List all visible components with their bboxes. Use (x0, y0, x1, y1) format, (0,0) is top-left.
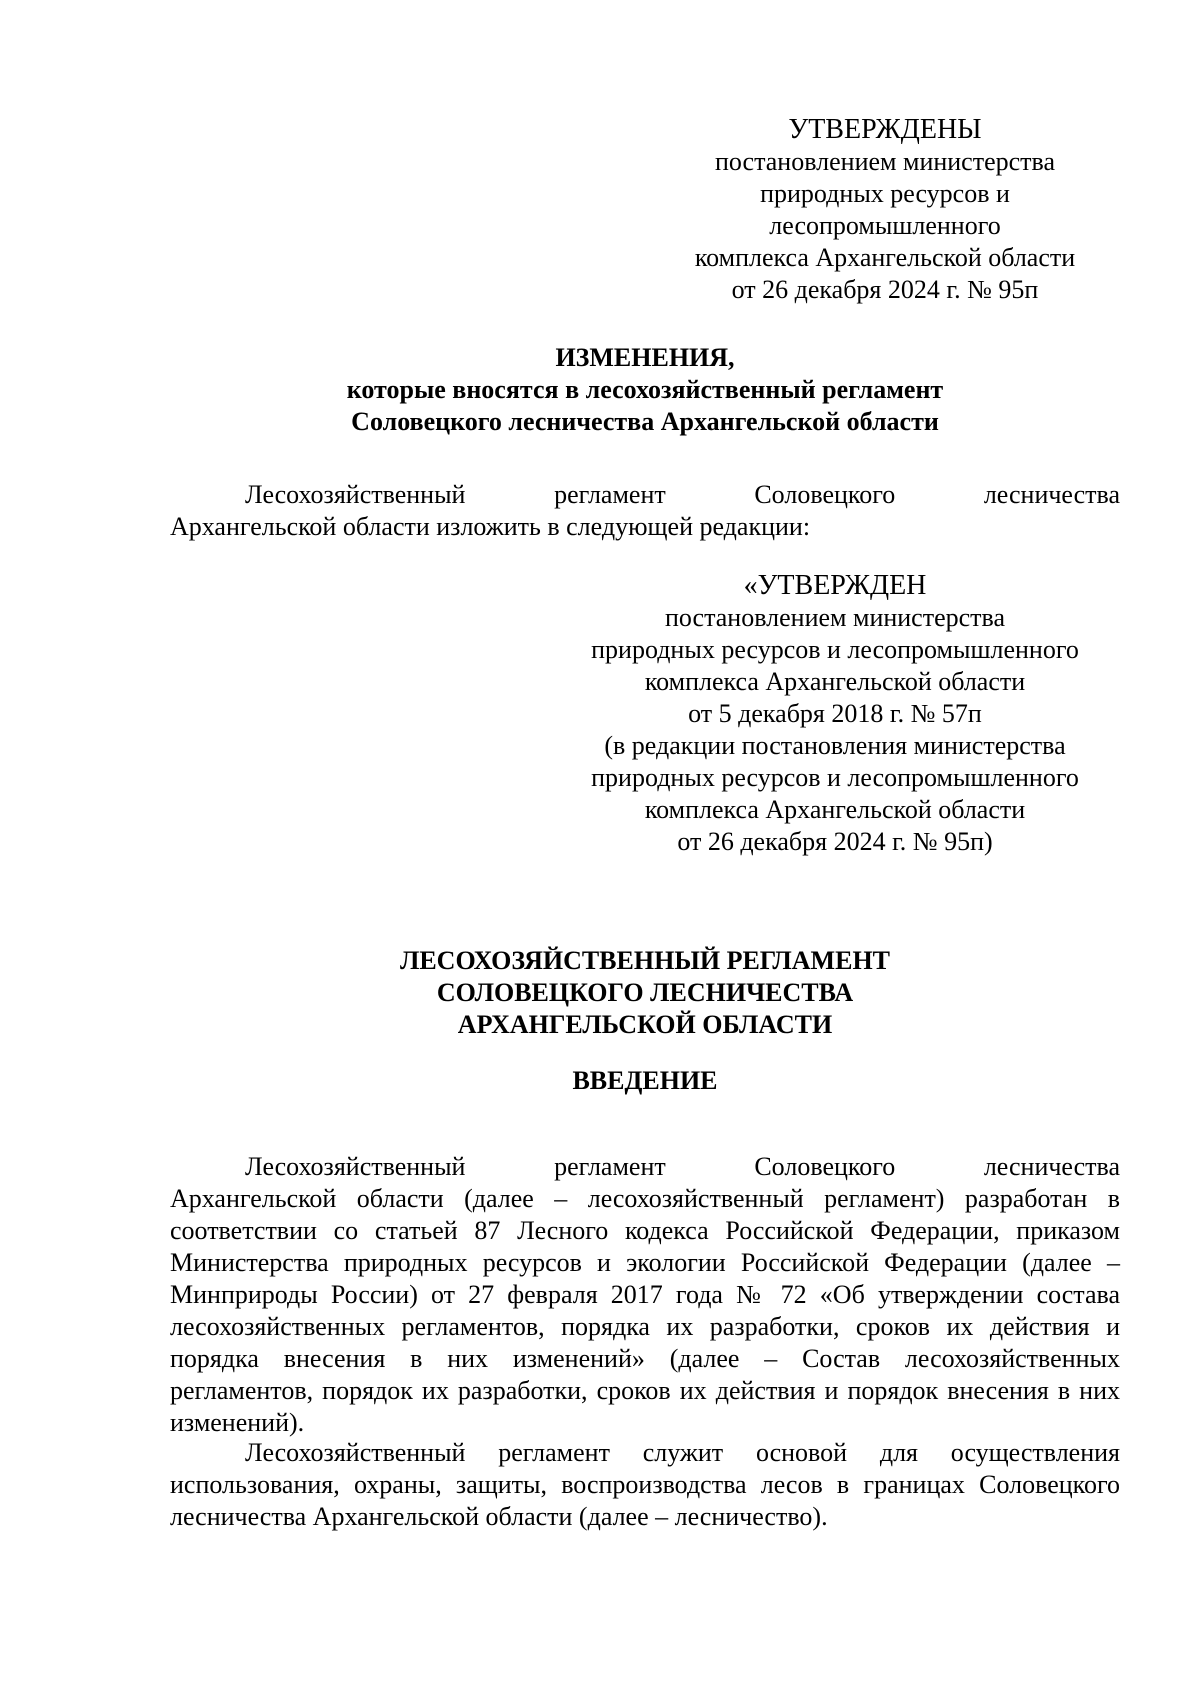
approval-line: природных ресурсов и лесопромышленного (591, 763, 1079, 792)
changes-title (170, 342, 1120, 438)
approval-heading: УТВЕРЖДЕНЫ (788, 114, 982, 145)
intro-paragraph-line: Архангельской области изложить в следующей редакции: (170, 512, 811, 541)
regulation-title-line: ЛЕСОХОЗЯЙСТВЕННЫЙ РЕГЛАМЕНТ (399, 946, 891, 975)
changes-title-line: которые вносятся в лесохозяйственный регламент (346, 375, 944, 404)
approval-heading: «УТВЕРЖДЕН (743, 570, 927, 601)
approval-line: комплекса Архангельской области (644, 795, 1026, 824)
approval-date: от 26 декабря 2024 г. № 95п (731, 275, 1039, 304)
approval-line: природных ресурсов и (760, 179, 1010, 208)
regulation-title (170, 945, 1120, 1041)
body-paragraph-line: Архангельской области (далее – лесохозяйственный регламент) разработан в соответствии со статьей 87 Лесного кодекса Российской Федерации, приказом Министерства природных ресурсов и экологии Российской Федерации (далее – Минприроды России) от 27 февраля 2017 года № 72 «Об утверждении состава лесохозяйственных регламентов, порядка их разработки, сроков их действия и порядка внесения в них изменений» (далее – Состав лесохозяйственных регламентов, порядок их разработки, сроков их действия и порядок внесения в них изменений). (170, 1184, 1120, 1437)
approval-date: от 26 декабря 2024 г. № 95п) (677, 827, 993, 856)
intro-paragraph (170, 479, 1120, 543)
approval-date: от 5 декабря 2018 г. № 57п (688, 699, 982, 728)
approval-stamp-top (650, 114, 1120, 306)
approval-line: лесопромышленного (769, 211, 1001, 240)
intro-paragraph-line: Лесохозяйственный регламент Соловецкого лесничества (245, 480, 1120, 509)
regulation-title-line: АРХАНГЕЛЬСКОЙ ОБЛАСТИ (457, 1010, 833, 1039)
approval-stamp-quoted (570, 570, 1100, 858)
regulation-title-line: СОЛОВЕЦКОГО ЛЕСНИЧЕСТВА (436, 978, 854, 1007)
approval-line: комплекса Архангельской области (644, 667, 1026, 696)
approval-line: комплекса Архангельской области (694, 243, 1076, 272)
approval-line: (в редакции постановления министерства (604, 731, 1066, 760)
approval-line: природных ресурсов и лесопромышленного (591, 635, 1079, 664)
body-paragraph-line: Лесохозяйственный регламент Соловецкого лесничества (245, 1152, 1120, 1181)
section-heading-introduction: ВВЕДЕНИЕ (572, 1066, 718, 1095)
changes-title-line: Соловецкого лесничества Архангельской области (351, 407, 939, 436)
body-paragraph-1 (170, 1151, 1120, 1439)
approval-line: постановлением министерства (664, 603, 1006, 632)
changes-title-heading: ИЗМЕНЕНИЯ, (555, 343, 735, 372)
body-paragraph-2: Лесохозяйственный регламент служит основой для осуществления использования, охраны, защиты, воспроизводства лесов в границах Соловецкого лесничества Архангельской области (далее – лесничество). (170, 1438, 1120, 1531)
approval-line: постановлением министерства (714, 147, 1056, 176)
